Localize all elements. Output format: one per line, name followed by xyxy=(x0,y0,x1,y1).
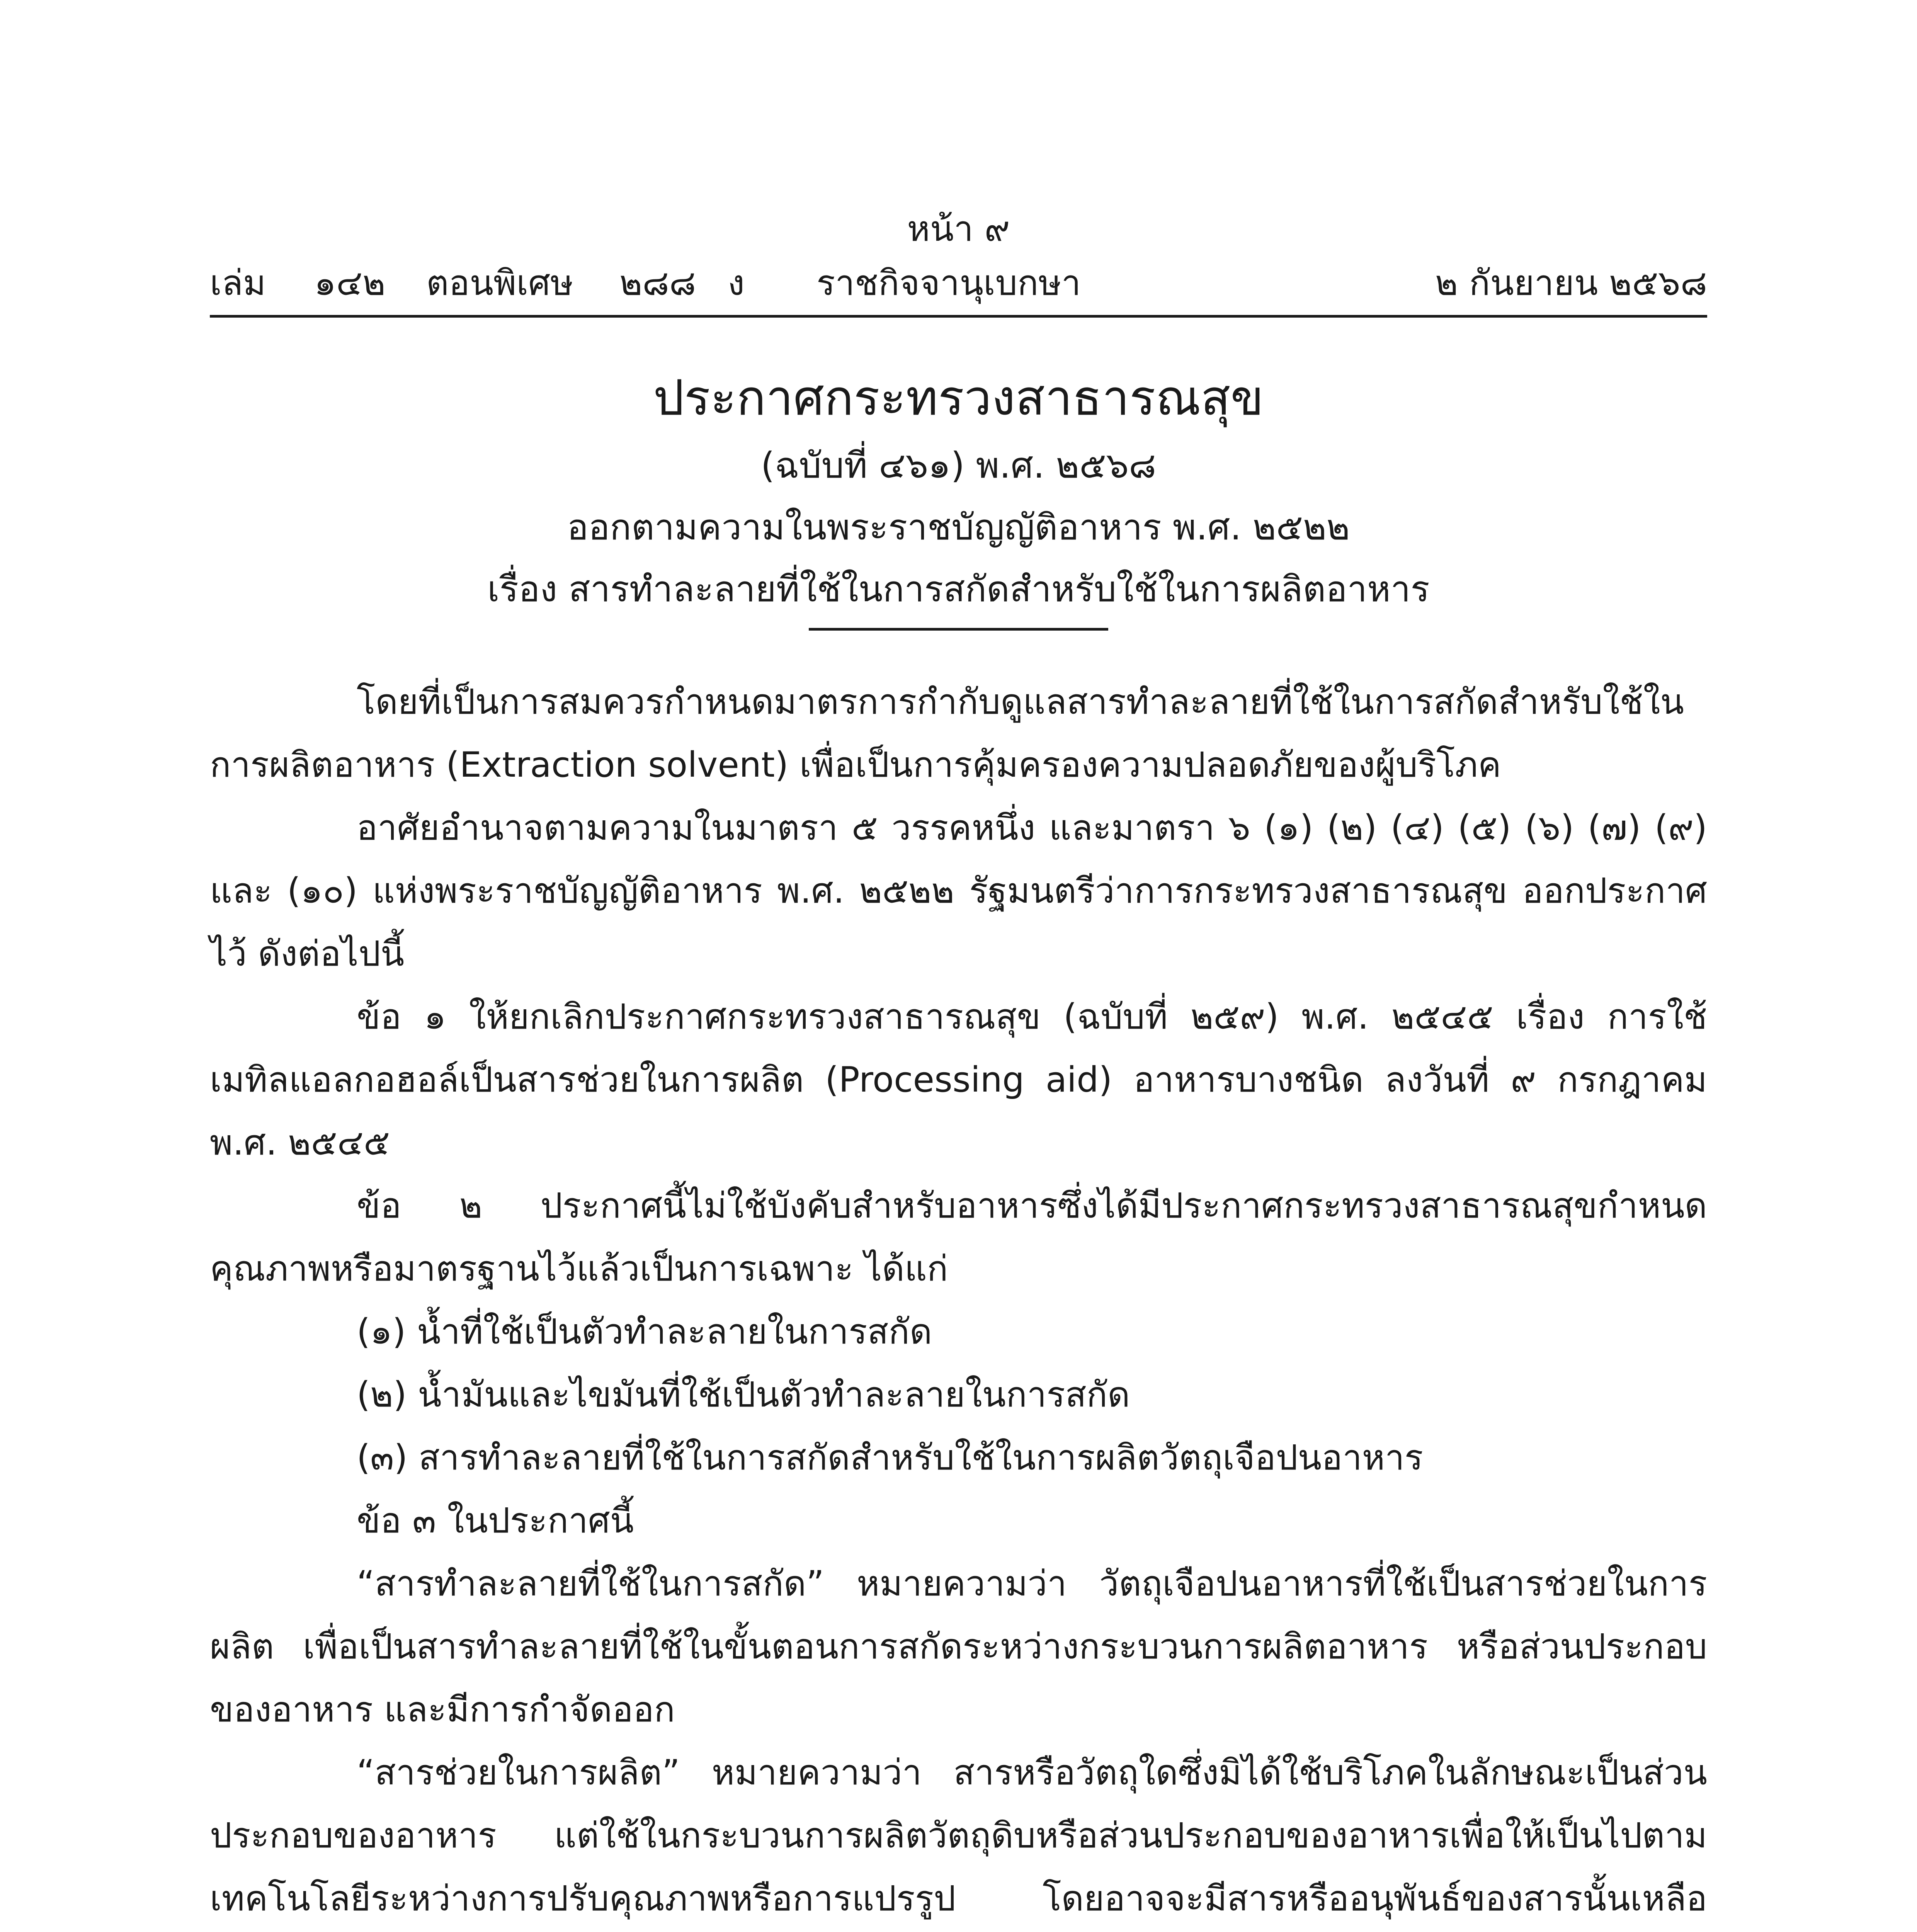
clause-line: (๓) สารทำละลายที่ใช้ในการสกัดสำหรับใช้ในการผลิตวัตถุเจือปนอาหาร xyxy=(357,1437,1423,1478)
volume-label: เล่ม xyxy=(210,263,266,303)
volume-number: ๑๔๒ xyxy=(314,263,386,303)
announcement-body xyxy=(210,670,1707,1932)
body-paragraph: อาศัยอำนาจตามความในมาตรา ๕ วรรคหนึ่ง และมาตรา ๖ (๑) (๒) (๔) (๕) (๖) (๗) (๙) และ (๑๐) แห่งพระราชบัญญัติอาหาร พ.ศ. ๒๕๒๒ รัฐมนตรีว่าการกระทรวงสาธารณสุข ออกประกาศไว้ ดังต่อไปนี้ xyxy=(210,808,1707,974)
issue-number: ๒๘๘ xyxy=(619,263,696,303)
body-paragraph: “สารทำละลายที่ใช้ในการสกัด” หมายความว่า วัตถุเจือปนอาหารที่ใช้เป็นสารช่วยในการผลิต เพื่อเป็นสารทำละลายที่ใช้ในขั้นตอนการสกัดระหว่างกระบวนการผลิตอาหาร หรือส่วนประกอบของอาหาร และมีการกำจัดออก xyxy=(210,1563,1707,1730)
body-paragraph: “สารช่วยในการผลิต” หมายความว่า สารหรือวัตถุใดซึ่งมิได้ใช้บริโภคในลักษณะเป็นส่วนประกอบของอาหาร แต่ใช้ในกระบวนการผลิตวัตถุดิบหรือส่วนประกอบของอาหารเพื่อให้เป็นไปตามเทคโนโลยีระหว่างการปรับคุณภาพหรือการแปรรูป โดยอาจจะมีสารหรืออนุพันธ์ของสารนั้นเหลือ xyxy=(210,1752,1707,1919)
publication-date: ๒ กันยายน ๒๕๖๘ xyxy=(1435,263,1707,303)
page-number: หน้า ๙ xyxy=(907,209,1010,249)
body-paragraph: ข้อ ๑ ให้ยกเลิกประกาศกระทรวงสาธารณสุข (ฉบับที่ ๒๕๙) พ.ศ. ๒๕๔๕ เรื่อง การใช้เมทิลแอลกอฮอล์เป็นสารช่วยในการผลิต (Processing aid) อาหารบางชนิด ลงวันที่ ๙ กรกฎาคม พ.ศ. ๒๕๔๕ xyxy=(210,997,1707,1163)
gazette-name: ราชกิจจานุเบกษา xyxy=(816,263,1081,303)
issue-category: ง xyxy=(728,263,745,303)
body-paragraph: โดยที่เป็นการสมควรกำหนดมาตรการกำกับดูแลสารทำละลายที่ใช้ในการสกัดสำหรับใช้ในการผลิตอาหาร (Extraction solvent) เพื่อเป็นการคุ้มครองความปลอดภัยของผู้บริโภค xyxy=(210,682,1684,785)
clause-line: (๒) น้ำมันและไขมันที่ใช้เป็นตัวทำละลายในการสกัด xyxy=(357,1374,1130,1415)
issue-label: ตอนพิเศษ xyxy=(426,263,573,303)
clause-line: (๑) น้ำที่ใช้เป็นตัวทำละลายในการสกัด xyxy=(357,1311,932,1352)
announcement-title: ประกาศกระทรวงสาธารณสุข xyxy=(653,369,1264,426)
title-divider xyxy=(809,628,1108,631)
announcement-edition: (ฉบับที่ ๔๖๑) พ.ศ. ๒๕๖๘ xyxy=(760,445,1157,486)
header-divider xyxy=(210,315,1707,318)
announcement-title-block xyxy=(0,361,1917,631)
clause-line: ข้อ ๓ ในประกาศนี้ xyxy=(357,1500,634,1541)
announcement-subject: เรื่อง สารทำละลายที่ใช้ในการสกัดสำหรับใช้ในการผลิตอาหาร xyxy=(487,568,1430,610)
announcement-authority: ออกตามความในพระราชบัญญัติอาหาร พ.ศ. ๒๕๒๒ xyxy=(567,507,1350,548)
gazette-header xyxy=(210,255,1707,305)
body-paragraph: ข้อ ๒ ประกาศนี้ไม่ใช้บังคับสำหรับอาหารซึ่งได้มีประกาศกระทรวงสาธารณสุขกำหนดคุณภาพหรือมาตรฐานไว้แล้วเป็นการเฉพาะ ได้แก่ xyxy=(210,1185,1707,1289)
